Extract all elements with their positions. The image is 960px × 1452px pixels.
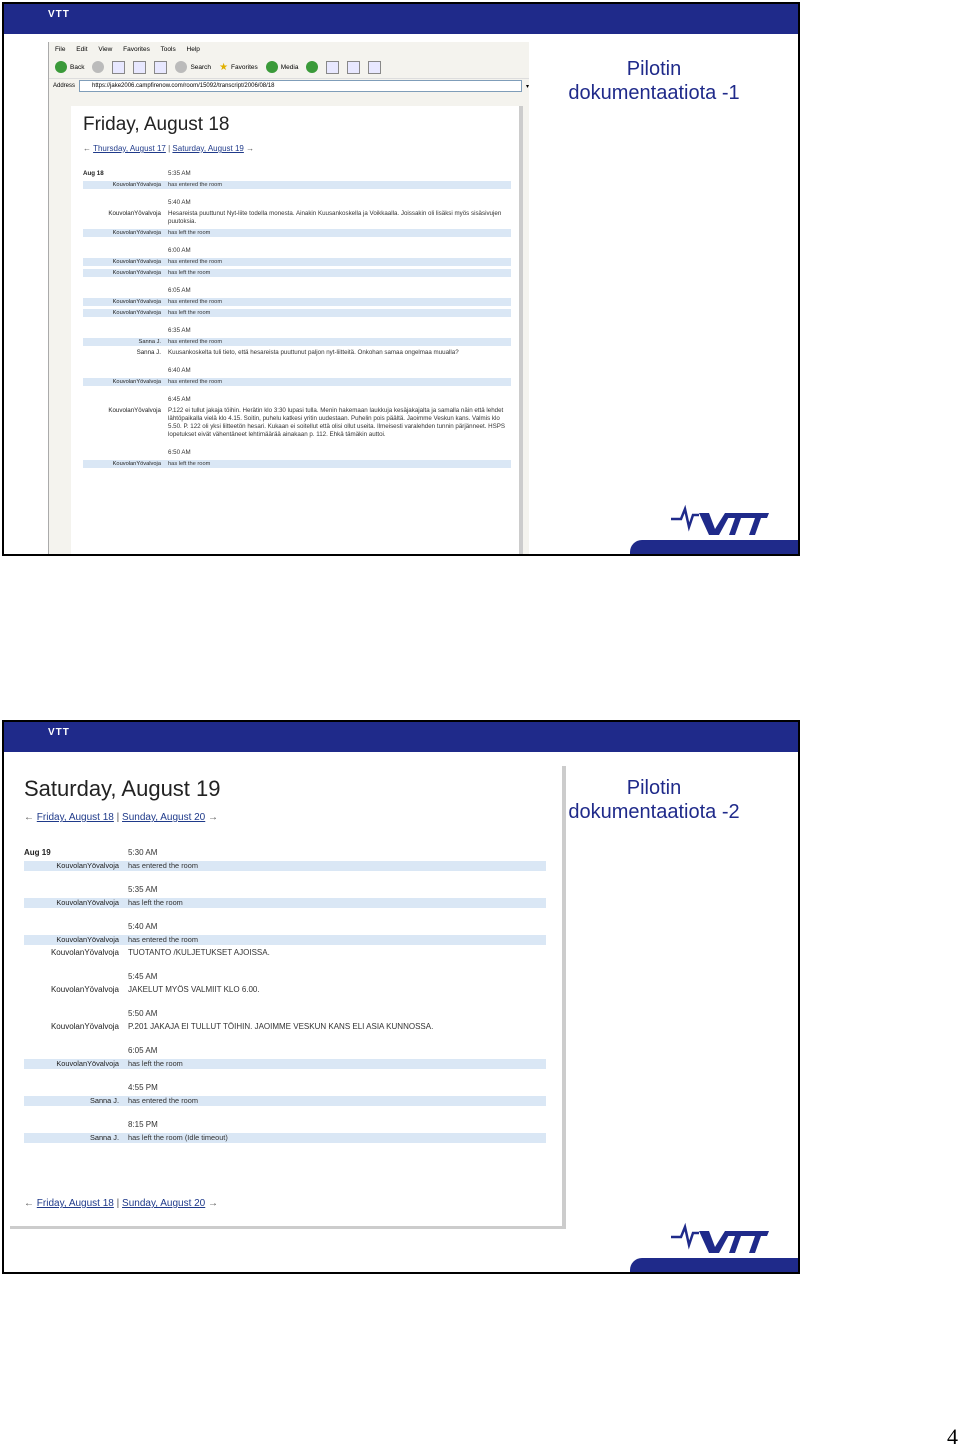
media-icon bbox=[266, 61, 278, 73]
message-text: JAKELUT MYÖS VALMIIT KLO 6.00. bbox=[128, 985, 260, 994]
time-row bbox=[83, 396, 511, 404]
transcript-log bbox=[83, 170, 511, 468]
author-name: KouvolanYövalvoja bbox=[108, 210, 161, 217]
timestamp: 6:40 AM bbox=[168, 367, 191, 374]
slide-title-line-2: dokumentaatiota -1 bbox=[568, 82, 740, 104]
timestamp: 5:40 AM bbox=[168, 199, 191, 206]
spacer bbox=[24, 1046, 124, 1056]
author-name: KouvolanYövalvoja bbox=[108, 407, 161, 414]
brand-label: VTT bbox=[48, 727, 70, 738]
time-row bbox=[24, 848, 546, 858]
media-label: Media bbox=[280, 63, 299, 71]
time-row bbox=[24, 1120, 546, 1130]
message-text: has entered the room bbox=[168, 299, 223, 305]
search-label: Search bbox=[190, 63, 212, 71]
time-row bbox=[83, 247, 511, 255]
timestamp: 5:40 AM bbox=[128, 922, 158, 931]
time-row bbox=[24, 1046, 546, 1056]
prev-day-link-bottom[interactable]: Friday, August 18 bbox=[36, 1198, 114, 1209]
next-day-link[interactable]: Sunday, August 20 bbox=[122, 812, 206, 823]
log-line bbox=[83, 269, 511, 277]
message-text: has left the room bbox=[168, 310, 211, 316]
author-name: KouvolanYövalvoja bbox=[50, 1022, 119, 1031]
author-name: KouvolanYövalvoja bbox=[50, 985, 119, 994]
timestamp: 5:45 AM bbox=[128, 972, 158, 981]
log-line bbox=[83, 349, 511, 357]
spacer bbox=[83, 327, 165, 335]
message-text: has left the room bbox=[128, 898, 183, 907]
author-name: KouvolanYövalvoja bbox=[112, 230, 161, 236]
timestamp: 6:00 AM bbox=[168, 247, 191, 254]
log-line bbox=[83, 298, 511, 306]
time-row bbox=[24, 1009, 546, 1019]
slide-1 bbox=[2, 2, 800, 556]
log-line bbox=[83, 258, 511, 266]
author-name: KouvolanYövalvoja bbox=[56, 898, 119, 907]
slide-title-line-1: Pilotin bbox=[626, 58, 682, 80]
mail-icon[interactable] bbox=[326, 61, 339, 74]
timestamp: 8:15 PM bbox=[128, 1120, 158, 1129]
time-row bbox=[83, 327, 511, 335]
author-name: Sanna J. bbox=[89, 1096, 119, 1105]
history-icon[interactable] bbox=[306, 61, 318, 73]
menu-edit[interactable]: Edit bbox=[76, 46, 88, 53]
brand-label: VTT bbox=[48, 9, 70, 20]
top-bar bbox=[4, 4, 798, 34]
transcript-page bbox=[71, 106, 523, 556]
spacer bbox=[83, 396, 165, 404]
message-text: P.201 JAKAJA EI TULLUT TÖIHIN. JAOIMME VESKUN KANS ELI ASIA KUNNOSSA. bbox=[128, 1022, 434, 1031]
timestamp: 6:35 AM bbox=[168, 327, 191, 334]
print-icon[interactable] bbox=[347, 61, 360, 74]
menu-view[interactable]: View bbox=[98, 46, 113, 53]
log-line bbox=[24, 985, 546, 995]
vtt-logo bbox=[669, 501, 769, 537]
timestamp: 5:35 AM bbox=[128, 885, 158, 894]
message-text: has entered the room bbox=[168, 379, 223, 385]
page-title: Friday, August 18 bbox=[83, 114, 230, 135]
log-line bbox=[83, 338, 511, 346]
next-day-link-bottom[interactable]: Sunday, August 20 bbox=[122, 1198, 206, 1209]
date-label: Aug 19 bbox=[24, 848, 51, 857]
author-name: KouvolanYövalvoja bbox=[112, 259, 161, 265]
author-name: KouvolanYövalvoja bbox=[112, 461, 161, 467]
author-name: Sanna J. bbox=[136, 349, 161, 356]
page-number: 4 bbox=[947, 1424, 958, 1449]
message-text: has entered the room bbox=[128, 1096, 198, 1105]
message-text: TUOTANTO /KULJETUKSET AJOISSA. bbox=[128, 948, 270, 957]
media-button[interactable] bbox=[266, 61, 299, 73]
log-line bbox=[24, 1133, 546, 1143]
bottom-bar bbox=[630, 1258, 798, 1272]
prev-day-link[interactable]: Friday, August 18 bbox=[36, 812, 114, 823]
stop-icon[interactable] bbox=[112, 61, 125, 74]
author-name: KouvolanYövalvoja bbox=[112, 270, 161, 276]
address-bar bbox=[49, 79, 529, 93]
edit-icon[interactable] bbox=[368, 61, 381, 74]
message-text: has entered the room bbox=[168, 182, 223, 188]
menu-tools[interactable]: Tools bbox=[160, 46, 176, 53]
time-row bbox=[83, 287, 511, 295]
slide-title bbox=[559, 57, 749, 105]
refresh-icon[interactable] bbox=[133, 61, 146, 74]
browser-toolbar bbox=[49, 56, 529, 79]
slide-title-line-2: dokumentaatiota -2 bbox=[568, 801, 740, 823]
timestamp: 4:55 PM bbox=[128, 1083, 158, 1092]
author-name: KouvolanYövalvoja bbox=[56, 1059, 119, 1068]
time-row bbox=[24, 922, 546, 932]
search-icon bbox=[175, 61, 187, 73]
author-name: KouvolanYövalvoja bbox=[56, 935, 119, 944]
time-row bbox=[24, 972, 546, 982]
log-line bbox=[83, 210, 511, 226]
log-line bbox=[24, 1059, 546, 1069]
log-line bbox=[83, 460, 511, 468]
message-text: Kuusankoskelta tuli tieto, että hesareista puuttunut paljon nyt-liitteitä. Onkohan samaa ongelmaa muualla? bbox=[168, 349, 459, 356]
author-name: KouvolanYövalvoja bbox=[112, 310, 161, 316]
next-day-link[interactable]: Saturday, August 19 bbox=[172, 144, 244, 153]
log-line bbox=[24, 861, 546, 871]
time-row bbox=[83, 199, 511, 207]
back-label: Back bbox=[70, 63, 85, 71]
spacer bbox=[24, 1083, 124, 1093]
log-line bbox=[24, 898, 546, 908]
message-text: has entered the room bbox=[168, 339, 223, 345]
message-text: has left the room bbox=[168, 230, 211, 236]
spacer bbox=[24, 972, 124, 982]
author-name: KouvolanYövalvoja bbox=[112, 379, 161, 385]
page-title: Saturday, August 19 bbox=[24, 776, 221, 801]
log-line bbox=[83, 309, 511, 317]
vtt-logo bbox=[669, 1219, 769, 1255]
browser-window bbox=[48, 42, 529, 556]
author-name: KouvolanYövalvoja bbox=[56, 861, 119, 870]
menu-favorites[interactable]: Favorites bbox=[123, 46, 150, 53]
timestamp: 6:05 AM bbox=[168, 287, 191, 294]
back-arrow-icon bbox=[55, 61, 67, 73]
time-row bbox=[24, 1083, 546, 1093]
spacer bbox=[83, 247, 165, 255]
message-text: has entered the room bbox=[128, 935, 198, 944]
log-line bbox=[83, 378, 511, 386]
message-text: has entered the room bbox=[168, 259, 223, 265]
timestamp: 6:05 AM bbox=[128, 1046, 158, 1055]
spacer bbox=[83, 287, 165, 295]
spacer bbox=[83, 449, 165, 457]
menu-file[interactable]: File bbox=[55, 46, 66, 53]
favorites-button[interactable] bbox=[219, 62, 258, 73]
prev-day-link[interactable]: Thursday, August 17 bbox=[93, 144, 166, 153]
log-line bbox=[83, 407, 511, 439]
author-name: KouvolanYövalvoja bbox=[112, 182, 161, 188]
log-line bbox=[24, 935, 546, 945]
day-navigation: ← Friday, August 18 | Sunday, August 20 → bbox=[24, 812, 219, 823]
day-navigation-bottom: ← Friday, August 18 | Sunday, August 20 → bbox=[24, 1198, 219, 1209]
slide-2 bbox=[2, 720, 800, 1274]
time-row bbox=[24, 885, 546, 895]
bottom-bar bbox=[630, 540, 798, 554]
time-row bbox=[83, 170, 511, 178]
slide-title bbox=[559, 776, 749, 824]
go-dropdown-icon[interactable]: ▾ bbox=[525, 83, 529, 90]
message-text: has left the room bbox=[168, 270, 211, 276]
author-name: KouvolanYövalvoja bbox=[112, 299, 161, 305]
log-line bbox=[24, 1096, 546, 1106]
spacer bbox=[24, 922, 124, 932]
spacer bbox=[83, 367, 165, 375]
menu-bar bbox=[49, 42, 529, 56]
log-line bbox=[83, 181, 511, 189]
star-icon: ★ bbox=[219, 61, 229, 73]
back-button[interactable] bbox=[55, 61, 84, 73]
home-icon[interactable] bbox=[154, 61, 167, 74]
timestamp: 6:50 AM bbox=[168, 449, 191, 456]
day-navigation: ← Thursday, August 17 | Saturday, August 19 → bbox=[83, 144, 255, 153]
timestamp: 5:50 AM bbox=[128, 1009, 158, 1018]
timestamp: 5:35 AM bbox=[168, 170, 191, 177]
menu-help[interactable]: Help bbox=[186, 46, 200, 53]
message-text: P.122 ei tullut jakaja töihin. Herätin klo 3:30 lupasi tulla. Menin hakemaan laukkuja kesäjakajalta ja samalla näin että lehdet lähtöpaikalla vielä klo 4.15. Soitin, puhelu katkesi yritin uudestaan. Puhelin pois päältä. Jaoimme Veskun kans. Valmis klo 5.50. P. 122 oli yksi liitteetön hesari. Kukaan ei soitellut että olisi ollut useita. Ilmeisesti varalehden tunnin pärjänneet. HSPS lopetukset eivät vähentäneet lehtimäärää ainakaan p. 112. Ehkä tämäkin auttoi. bbox=[168, 407, 505, 438]
spacer bbox=[24, 885, 124, 895]
author-name: Sanna J. bbox=[89, 1133, 119, 1142]
search-button[interactable] bbox=[175, 61, 211, 73]
favorites-label: Favorites bbox=[231, 63, 258, 71]
log-line bbox=[24, 1022, 546, 1032]
message-text: has left the room bbox=[168, 461, 211, 467]
forward-arrow-icon[interactable] bbox=[92, 61, 104, 73]
transcript-page bbox=[10, 766, 566, 1229]
slide-title-line-1: Pilotin bbox=[626, 777, 682, 799]
spacer bbox=[24, 1120, 124, 1130]
timestamp: 6:45 AM bbox=[168, 396, 191, 403]
transcript-log bbox=[24, 848, 546, 1143]
address-label: Address bbox=[53, 83, 76, 89]
spacer bbox=[83, 199, 165, 207]
author-name: KouvolanYövalvoja bbox=[50, 948, 119, 957]
log-line bbox=[24, 948, 546, 958]
date-label: Aug 18 bbox=[83, 170, 104, 177]
time-row bbox=[83, 449, 511, 457]
message-text: has left the room bbox=[128, 1059, 183, 1068]
address-input[interactable]: https://jake2006.campfirenow.com/room/15092/transcript/2006/08/18 bbox=[79, 80, 522, 92]
author-name: Sanna J. bbox=[138, 339, 161, 345]
timestamp: 5:30 AM bbox=[128, 848, 158, 857]
log-line bbox=[83, 229, 511, 237]
time-row bbox=[83, 367, 511, 375]
spacer bbox=[24, 1009, 124, 1019]
message-text: has left the room (Idle timeout) bbox=[128, 1133, 228, 1142]
top-bar bbox=[4, 722, 798, 752]
message-text: has entered the room bbox=[128, 861, 198, 870]
message-text: Hesareista puuttunut Nyt-liite todella monesta. Ainakin Kuusankoskella ja Voikkaalla. Joissakin oli lisäksi myös sisäsivujen puutoksia. bbox=[168, 210, 502, 225]
